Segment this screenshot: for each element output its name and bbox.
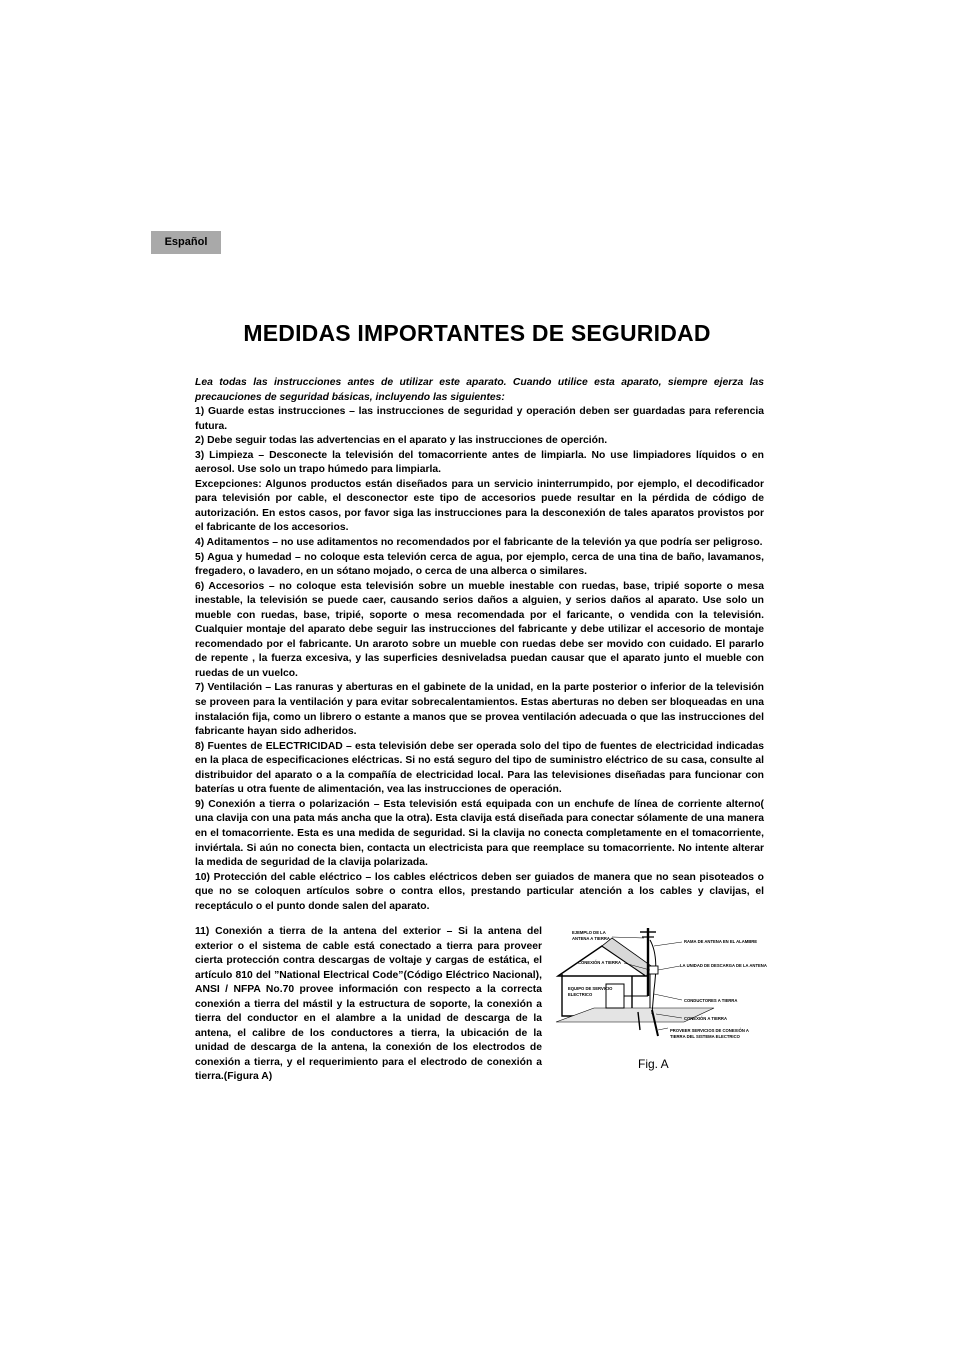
leader-line	[654, 994, 682, 1000]
label-ground-clamp: CONEXIÓN A TIERRA	[578, 960, 621, 965]
instruction-item: 7) Ventilación – Las ranuras y aberturas en el gabinete de la unidad, en la parte posterior o inferior de la televisión se proveen para la ventilación y para evitar sobrecalentamientos. Estas aberturas no deben ser bloqueadas en una instalación fija, como un librero o estante a manos que se provea ventilación adecuada o que las instrucciones del fabricante hayan sido adheridos.	[195, 682, 764, 738]
label-service-equipment: EQUIPO DE SERVICIO	[568, 986, 613, 991]
label-antenna-example: ANTENA A TIERRA	[572, 936, 610, 941]
lead-in-wire-shape	[650, 940, 656, 1014]
instruction-item: 9) Conexión a tierra o polarización – Esta televisión está equipada con un enchufe de línea de corriente alterno( una clavija con una pata más ancha que la otra). Esta clavija está diseñada para conectar sólamente de una manera en el tomacorriente. Esta es una medida de seguridad. Si la clavija no conecta completamente en el tomacorriente, inviértala. Si aún no conecta bien, contacta un electricista para que reemplace su tomacorriente. No intente alterar la medida de seguridad de la clavija polarizada.	[195, 798, 764, 869]
instruction-item: 6) Accesorios – no coloque esta televisión sobre un mueble inestable con ruedas, base, tripié soporte o mesa inestable, la televisión se puede caer, causando serios daños a alguien, y serios daños al aparato. Use solo un mueble con ruedas, base, tripié, soporte o mesa recomendada por el faricante, o vendida con la televisión. Cualquier montaje del aparato debe seguir las instrucciones del fabricante y debe utilizar el accesorio de montaje recomendado por el fabricante. Un araroto sobre un mueble con ruedas debe ser movido con cuidado. El pararlo de repente , la fuerza excesiva, y las superficies desniveladsa puedan causar que el aparato junto el mueble con ruedas de un vuelco.	[195, 580, 764, 679]
label-grounding-conductors: CONDUCTORES A TIERRA	[684, 998, 738, 1003]
language-tab: Español	[151, 231, 221, 254]
instruction-item: 2) Debe seguir todas las advertencias en el aparato y las instrucciones de operción.	[195, 435, 608, 447]
label-power-grounding: PROVEER SERVICIOS DE CONEXIÓN A	[670, 1028, 749, 1033]
house-roof-side-shape	[602, 938, 654, 976]
label-discharge-unit: LA UNIDAD DE DESCARGA DE LA ANTENA	[680, 963, 767, 968]
instruction-item: 1) Guarde estas instrucciones – las instrucciones de seguridad y operación deben ser guardadas para referencia futura.	[195, 406, 764, 432]
instruction-item: Excepciones: Algunos productos están diseñados para un servicio ininterrumpido, por ejemplo, el decodificador para televisión por cable, el desconector este tipo de accesorios puede resultar en la pérdida de código de autorización. En estos casos, por favor siga las instrucciones para la desconexión de tales aparatos provistos por el fabricante de los accesorios.	[195, 478, 764, 534]
leader-line	[654, 942, 682, 946]
leader-line	[658, 1028, 668, 1030]
leader-line	[612, 937, 644, 938]
intro-paragraph: Lea todas las instrucciones antes de utilizar este aparato. Cuando utilice esta aparato, siempre ejerza las precauciones de seguridad básicas, incluyendo las siguientes:	[195, 377, 764, 403]
antenna-grounding-figure	[554, 924, 768, 1048]
instruction-item: 3) Limpieza – Desconecte la televisión del tomacorriente antes de limpiarla. No use limpiadores líquidos o en aerosol. Use solo un trapo húmedo para limpiarla.	[195, 449, 764, 476]
label-ground-clamps: CONEXIÓN A TIERRA	[684, 1016, 727, 1021]
safety-instructions	[195, 376, 764, 914]
instruction-item: 5) Agua y humedad – no coloque esta televión cerca de agua, por ejemplo, cerca de una tina de baño, lavamanos, fregadero, o lavadero, en un sótano mojado, o cerca de una alberca o similares.	[195, 551, 764, 578]
discharge-unit-shape	[649, 966, 658, 974]
figure-caption: Fig. A	[638, 1057, 669, 1071]
instruction-item-antenna-grounding: 11) Conexión a tierra de la antena del exterior – Si la antena del exterior o el sistema de cable está conectado a tierra para proveer cierta protección contra descargas de voltaje y cargas de estática, el artículo 810 del ”National Electrical Code”(Código Eléctrico Nacional), ANSI / NFPA No.70 provee información con respecto a la correcta conexión a tierra del mástil y la estructura de soporte, la conexión a tierra del conductor en el alambre a la unidad de descarga de la antena, el calibre de los conductores a tierra, la ubicación de la unidad de descarga de la antena, la conexión de los electrodos de conexión a tierra, y el requerimiento para el electrodo de conexión a tierra.(Figura A)	[195, 926, 542, 1083]
leader-line	[658, 966, 680, 970]
label-service-equipment: ELECTRICO	[568, 992, 593, 997]
instruction-item: 10) Protección del cable eléctrico – los cables eléctricos deben ser guiados de manera que no sean pisoteados o que no se coloquen artículos sobre o contra ellos, prestando particular atención a los cables y clavijas, el receptáculo o el punto donde salen del aparato.	[195, 871, 764, 912]
label-antenna-example: EJEMPLO DE LA	[572, 930, 606, 935]
page-title: MEDIDAS IMPORTANTES DE SEGURIDAD	[243, 320, 711, 346]
instruction-item: 4) Aditamentos – no use aditamentos no recomendados por el fabricante de la televión ya que podría ser peligroso.	[195, 537, 763, 549]
antenna-grounding-diagram	[554, 924, 768, 1048]
instruction-item: 8) Fuentes de ELECTRICIDAD – esta televisión debe ser operada solo del tipo de fuentes de electricidad indicadas en la placa de especificaciones eléctricas. Si no está seguro del tipo de suministro eléctrico de su casa, consulte al distribuidor del aparato o a la compañía de electricidad local. Para las televisiones diseñadas para funcionar con baterías u otra fuente de alimentación, vea las instrucciones de operación.	[195, 740, 764, 796]
label-lead-in-wire: RAMA DE ANTENA EN EL ALAMBRE	[684, 939, 758, 944]
label-power-grounding: TIERRA DEL SISTEMA ELECTRICO	[670, 1034, 740, 1039]
